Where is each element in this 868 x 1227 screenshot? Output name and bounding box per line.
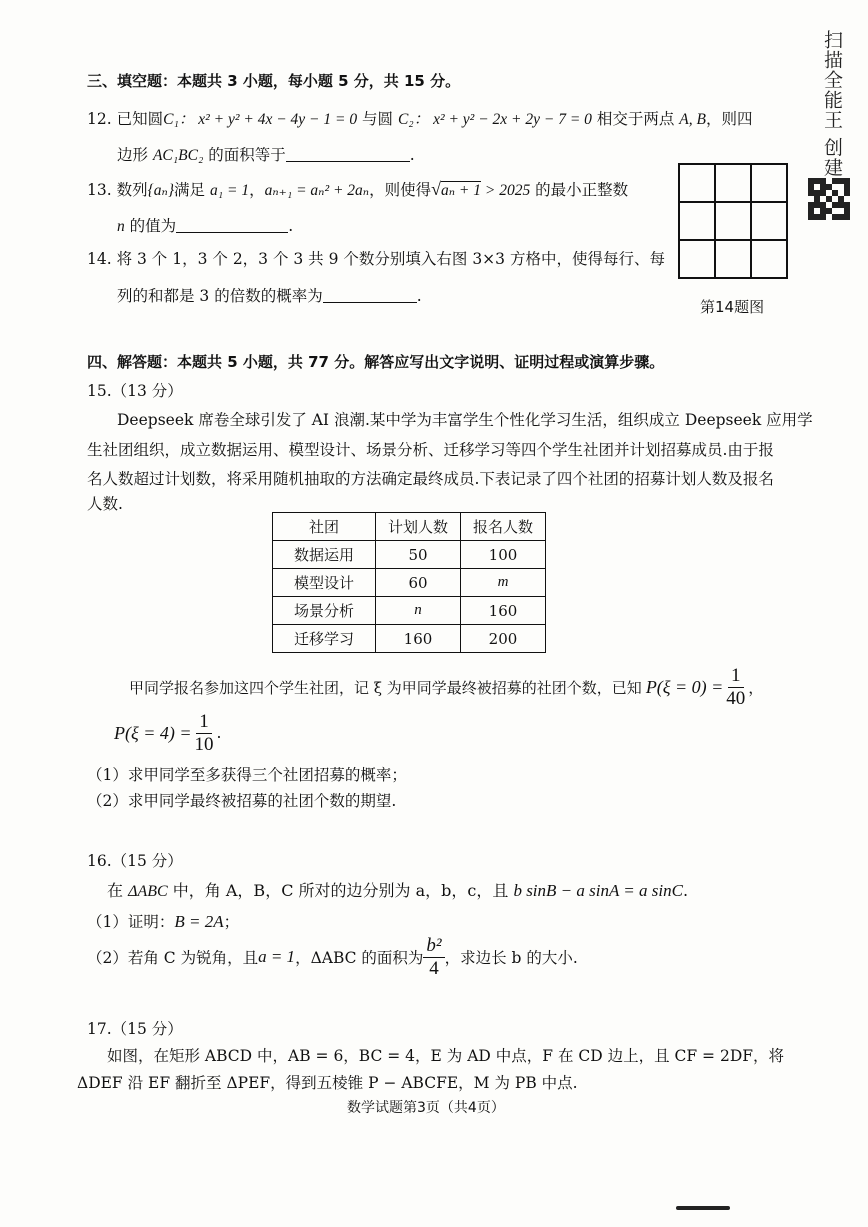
section3-heading: 三、填空题：本题共 3 小题，每小题 5 分，共 15 分。 [87,72,461,90]
table-header: 社团 [273,513,376,541]
q15-header: 15.（13 分） [87,382,183,400]
grid-cell [715,240,751,278]
q17-header: 17.（15 分） [87,1020,183,1038]
q14-figure-caption: 第14题图 [700,298,765,316]
table-header-row [273,513,546,541]
fraction-p0: $\frac{1}{40}$ [726,665,746,709]
q15-part1: （1）求甲同学至多获得三个社团招募的概率； [87,766,407,784]
q12-line2: 边形 AC₁BC₂ 的面积等于 . [117,146,415,164]
section4-heading: 四、解答题：本题共 5 小题，共 77 分。解答应写出文字说明、证明过程或演算步骤。 [87,353,665,371]
q12-line1: 12. 已知圆C₁： x² + y² + 4x − 4y − 1 = 0 与圆 C₂： x² + y² − 2x + 2y − 7 = 0 相交于两点 A, B，则四 [87,110,753,128]
q16-stem: 在 ΔABC 中，角 A，B，C 所对的边分别为 a，b，c，且 b sinB − a sinA = a sinC. [107,881,689,900]
q16-header: 16.（15 分） [87,852,183,870]
grid-cell [715,202,751,240]
q14-line2: 列的和都是 3 的倍数的概率为 . [117,287,422,305]
table-cell: 场景分析 [273,597,376,625]
q13-line1: 13. 数列{aₙ}满足 a₁ = 1，aₙ₊₁ = aₙ² + 2aₙ，则使得√aₙ + 1 > 2025 的最小正整数 [87,179,629,199]
grid-cell [751,202,787,240]
answer-blank-14 [323,302,417,303]
table-row [273,569,546,597]
fraction-p4: $\frac{1}{10}$ [194,711,214,755]
table-cell: m [461,569,546,597]
q15-condition2: P(ξ = 4) = $\frac{1}{10}$ . [114,711,222,755]
table-cell: 200 [461,625,546,653]
q15-para-line1: Deepseek 席卷全球引发了 AI 浪潮.某中学为丰富学生个性化学习生活，组织成立 Deepseek 应用学 [117,411,813,429]
table-header: 报名人数 [461,513,546,541]
q16-part1: （1）证明：B = 2A； [87,912,240,931]
q15-para-line3: 名人数超过计划数，将采用随机抽取的方法确定最终成员.下表记录了四个社团的招募计划人数及报名 [87,470,774,488]
grid-cell [679,240,715,278]
grid-cell [679,202,715,240]
qr-code-icon [808,178,850,220]
q14-grid-figure [678,163,788,279]
table-cell: n [376,597,461,625]
grid-cell [715,164,751,202]
table-cell: 模型设计 [273,569,376,597]
q17-line2: ΔDEF 沿 EF 翻折至 ΔPEF，得到五棱锥 P − ABCFE，M 为 PB 中点. [77,1074,578,1092]
answer-blank-12 [286,161,410,162]
q14-line1: 14. 将 3 个 1，3 个 2，3 个 3 共 9 个数分别填入右图 3×3 方格中，使得每行、每 [87,250,665,268]
table-row [273,541,546,569]
q15-para-line2: 生社团组织，成立数据运用、模型设计、场景分析、迁移学习等四个学生社团并计划招募成员.由于报 [87,441,774,459]
answer-blank-13 [176,232,288,233]
table-cell: 数据运用 [273,541,376,569]
table-cell: 100 [461,541,546,569]
table-cell: 160 [376,625,461,653]
q15-condition: 甲同学报名参加这四个学生社团，记 ξ 为甲同学最终被招募的社团个数，已知 P(ξ = 0) = $\frac{1}{40}$ ， [129,665,764,709]
table-cell: 迁移学习 [273,625,376,653]
scan-artifact [676,1206,730,1210]
table-row [273,597,546,625]
q15-para-line4: 人数. [87,495,123,513]
q13-line2: n 的值为 . [117,217,294,235]
grid-cell [679,164,715,202]
page-footer: 数学试题第3页（共4页） [347,1100,505,1116]
table-cell: 50 [376,541,461,569]
table-header: 计划人数 [376,513,461,541]
table-row [273,625,546,653]
recruit-table [272,512,546,653]
table-cell: 60 [376,569,461,597]
grid-cell [751,164,787,202]
scanner-watermark: 扫描全能王 创建 [821,30,843,178]
table-cell: 160 [461,597,546,625]
q17-line1: 如图，在矩形 ABCD 中，AB = 6，BC = 4，E 为 AD 中点，F 在 CD 边上，且 CF = 2DF，将 [107,1047,785,1065]
fraction-area: $\frac{\text{b²}}{4}$ [423,936,444,979]
q15-part2: （2）求甲同学最终被招募的社团个数的期望. [87,792,397,810]
grid-cell [751,240,787,278]
q16-part2: （2）若角 C 为锐角，且 a = 1 ，ΔABC 的面积为 $\frac{\text{b²}}{4}$ ，求边长 b 的大小. [87,935,578,979]
